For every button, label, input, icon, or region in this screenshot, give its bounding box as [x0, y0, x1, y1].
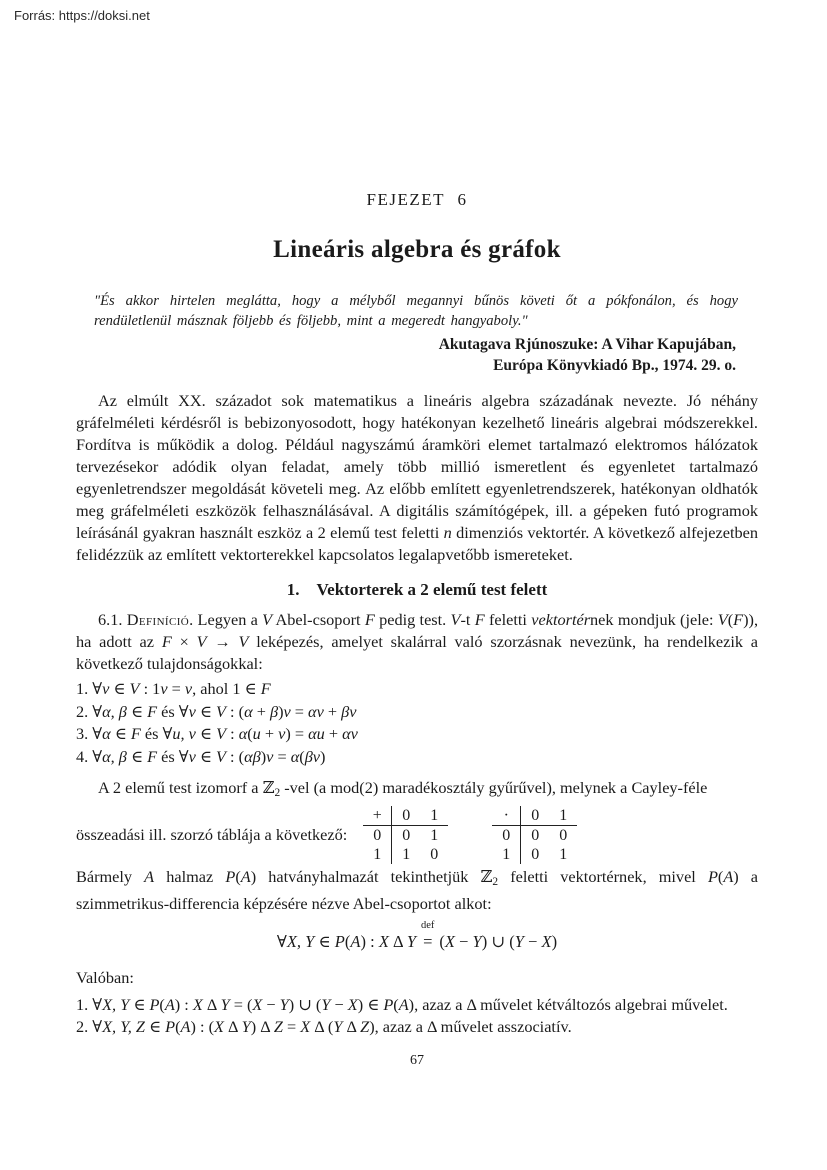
cayley-caption: összeadási ill. szorzó táblája a következő:: [76, 824, 348, 844]
def-equals-symbol: [421, 919, 435, 952]
intro-paragraph: Az elmúlt XX. századot sok matematikus a lineáris algebra századának nevezte. Jó néhány gráfelméleti kérdésről is bebizonyosodott, hogy hatékonyan kezelhető lineáris algebrai módszerekkel. Fordítva is működik a dolog. Például nagyszámú áramköri elemet tartalmazó elektromos hálózatok tervezésekor adódik olyan feladat, amely több millió ismeretlent és egyenletet tartalmazó egyenletrendszer megoldását követeli meg. Az előbb említett egyenletrendszerek, hatékonyan oldhatók meg gráfelméleti eszközök felhasználásával. A digitális számítógépek, ill. a gépeken futó programok leírásánál gyakran használt eszköz a 2 elemű test feletti n dimenziós vektortér. A következő alfejezetben felidézzük az említett vektorterekkel kapcsolatos legalapvetőbb ismereteket.: [76, 391, 758, 564]
cell: 0: [559, 826, 568, 844]
cell: +: [363, 806, 392, 826]
cayley-intro-line: A 2 elemű test izomorf a ℤ$_2$ -vel (a mod(2) maradékosztály gyűrűvel), melynek a Cayley-féle: [98, 778, 708, 799]
cell: 0: [430, 845, 439, 863]
proof-item-1: 1. ∀X, Y ∈ P(A) : X Δ Y = (X − Y) ∪ (Y − X) ∈ P(A), azaz a Δ művelet kétváltozós algebrai művelet.: [76, 994, 728, 1014]
attribution-line-2: Európa Könyvkiadó Bp., 1974. 29. o.: [493, 357, 736, 374]
axiom-item-4: 4. ∀α, β ∈ F és ∀v ∈ V : (αβ)v = α(βv): [76, 746, 326, 766]
table-row: [363, 806, 448, 826]
source-note: Forrás: https://doksi.net: [14, 8, 150, 23]
cell: ·: [492, 806, 521, 826]
cell: 0: [531, 826, 540, 844]
attribution-line-1: Akutagava Rjúnoszuke: A Vihar Kapujában,: [438, 336, 736, 353]
cayley-tables-row: [76, 806, 758, 864]
cell: 1: [420, 806, 448, 826]
section-title: Vektorterek a 2 elemű test felett: [316, 580, 548, 599]
cell: 1: [402, 845, 411, 863]
cell: 0: [363, 825, 392, 845]
cayley-multiplication-table: [492, 806, 577, 864]
epigraph-text: "És akkor hirtelen meglátta, hogy a mélyből megannyi bűnös követi őt a pókfonálon, és hogy rendületlenül másznak följebb és följebb, mint a megeredt hangyaboly.": [94, 293, 738, 329]
cell: 0: [492, 825, 521, 845]
table-row: [363, 825, 448, 845]
section-heading: [76, 580, 758, 600]
formula-left: ∀X, Y ∈ P(A) : X Δ Y: [276, 931, 417, 951]
proof-intro: Valóban:: [76, 967, 134, 987]
axiom-item-1: 1. ∀v ∈ V : 1v = v, ahol 1 ∈ F: [76, 679, 271, 698]
cell: 1: [559, 845, 568, 863]
proof-list: [76, 994, 758, 1039]
definition-paragraph: 6.1. Definíció. Legyen a V Abel-csoport F pedig test. V-t F feletti vektortérnek mondjuk (jele: V(F)), ha adott az F × V → V leképezés, amelyet skalárral való szorzásnak nevezünk, ha rendelkezik a következő tulajdonságokkal:: [76, 610, 759, 673]
cell: 1: [430, 826, 439, 844]
cell: 1: [492, 845, 521, 864]
epigraph-attribution: [76, 334, 758, 376]
cayley-addition-table: [363, 806, 448, 864]
cell: 0: [402, 826, 411, 844]
formula-right: (X − Y) ∪ (Y − X): [439, 931, 558, 951]
axiom-item-2: 2. ∀α, β ∈ F és ∀v ∈ V : (α + β)v = αv + βv: [76, 701, 357, 721]
cell: 1: [549, 806, 577, 826]
page-content: [76, 0, 758, 1069]
def-label: def: [421, 919, 435, 931]
table-row: [492, 806, 577, 826]
cell: 0: [531, 845, 540, 863]
page-number: 67: [410, 1052, 424, 1068]
table-row: [363, 845, 448, 864]
table-row: [492, 845, 577, 864]
cell: 1: [363, 845, 392, 864]
cell: 0: [392, 806, 421, 826]
symmetric-difference-formula: [76, 919, 758, 952]
section-number: 1.: [286, 580, 300, 599]
cell: 0: [521, 806, 550, 826]
powerset-paragraph: Bármely A halmaz P(A) hatványhalmazát tekinthetjük ℤ$_2$ feletti vektortérnek, mivel P(A) a szimmetrikus-differencia képzésére nézve Abel-csoportot alkot:: [76, 866, 759, 913]
equals-sign: =: [423, 931, 433, 951]
chapter-title: Lineáris algebra és gráfok: [273, 236, 561, 263]
proof-item-2: 2. ∀X, Y, Z ∈ P(A) : (X Δ Y) Δ Z = X Δ (Y Δ Z), azaz a Δ művelet asszociatív.: [76, 1017, 572, 1037]
table-row: [492, 825, 577, 845]
axiom-item-3: 3. ∀α ∈ F és ∀u, v ∈ V : α(u + v) = αu + αv: [76, 724, 358, 743]
axiom-list: [76, 678, 758, 768]
chapter-kicker: FEJEZET 6: [366, 190, 468, 209]
